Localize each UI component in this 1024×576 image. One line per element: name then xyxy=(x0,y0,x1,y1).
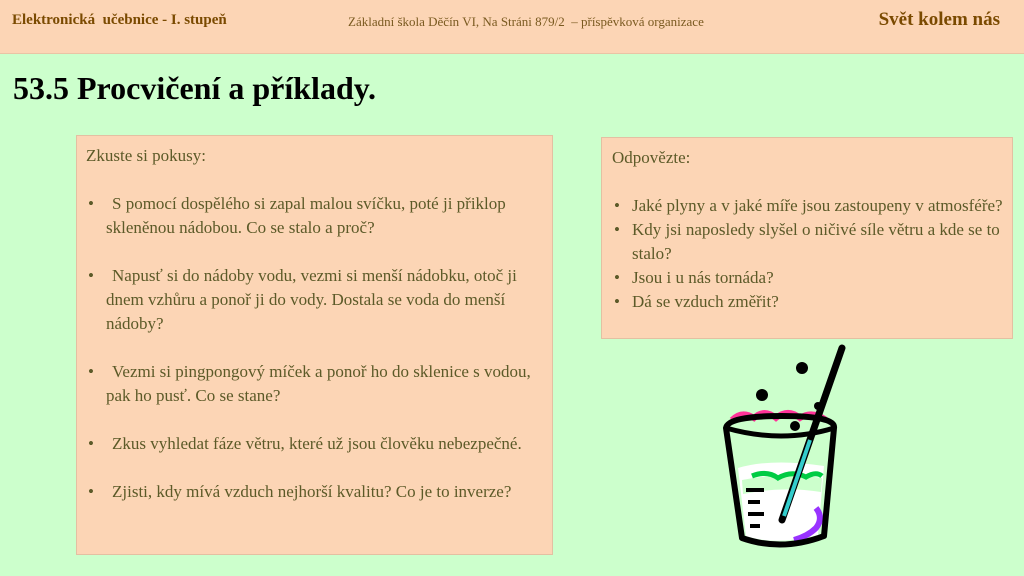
bullet-icon: • xyxy=(614,196,620,215)
experiments-list xyxy=(86,192,544,504)
page-title: 53.5 Procvičení a příklady. xyxy=(13,70,376,106)
experiments-box xyxy=(76,135,553,555)
questions-list xyxy=(612,194,1004,314)
list-item xyxy=(86,264,544,336)
list-item-text: Kdy jsi naposledy slyšel o ničivé síle větru a kde se to stalo? xyxy=(632,220,1000,263)
list-item xyxy=(612,194,1004,218)
header-bar xyxy=(0,0,1024,54)
list-item xyxy=(86,432,544,456)
list-item-text: Napusť si do nádoby vodu, vezmi si menší nádobku, otoč ji dnem vzhůru a ponoř ji do vody. Dostala se voda do menší nádoby? xyxy=(106,266,517,333)
header-subject: Svět kolem nás xyxy=(878,9,1000,30)
questions-box xyxy=(601,137,1013,339)
list-item xyxy=(612,266,1004,290)
bullet-icon: • xyxy=(88,362,94,381)
list-item-text: Jaké plyny a v jaké míře jsou zastoupeny v atmosféře? xyxy=(632,196,1003,215)
list-item-text: Zkus vyhledat fáze větru, které už jsou člověku nebezpečné. xyxy=(112,434,522,453)
list-item xyxy=(86,192,544,240)
experiments-heading: Zkuste si pokusy: xyxy=(86,146,206,165)
list-item xyxy=(612,290,1004,314)
list-item xyxy=(612,218,1004,266)
header-left-text: Elektronická učebnice - I. stupeň xyxy=(12,12,227,28)
list-item xyxy=(86,480,544,504)
bullet-icon: • xyxy=(88,266,94,285)
header-school-name: Základní škola Děčín VI, Na Stráni 879/2 – příspěvková organizace xyxy=(348,14,704,29)
bullet-icon: • xyxy=(88,434,94,453)
questions-heading: Odpovězte: xyxy=(612,148,691,167)
bullet-icon: • xyxy=(88,482,94,501)
bullet-icon: • xyxy=(614,292,620,311)
list-item-text: Zjisti, kdy mívá vzduch nejhorší kvalitu? Co je to inverze? xyxy=(112,482,512,501)
list-item xyxy=(86,360,544,408)
list-item-text: Jsou i u nás tornáda? xyxy=(632,268,774,287)
bullet-icon: • xyxy=(614,268,620,287)
list-item-text: S pomocí dospělého si zapal malou svíčku, poté ji přiklop skleněnou nádobou. Co se stalo a proč? xyxy=(106,194,506,237)
bullet-icon: • xyxy=(88,194,94,213)
list-item-text: Vezmi si pingpongový míček a ponoř ho do sklenice s vodou, pak ho pusť. Co se stane? xyxy=(106,362,531,405)
list-item-text: Dá se vzduch změřit? xyxy=(632,292,779,311)
bullet-icon: • xyxy=(614,220,620,239)
glass-with-straw-icon xyxy=(712,340,852,550)
